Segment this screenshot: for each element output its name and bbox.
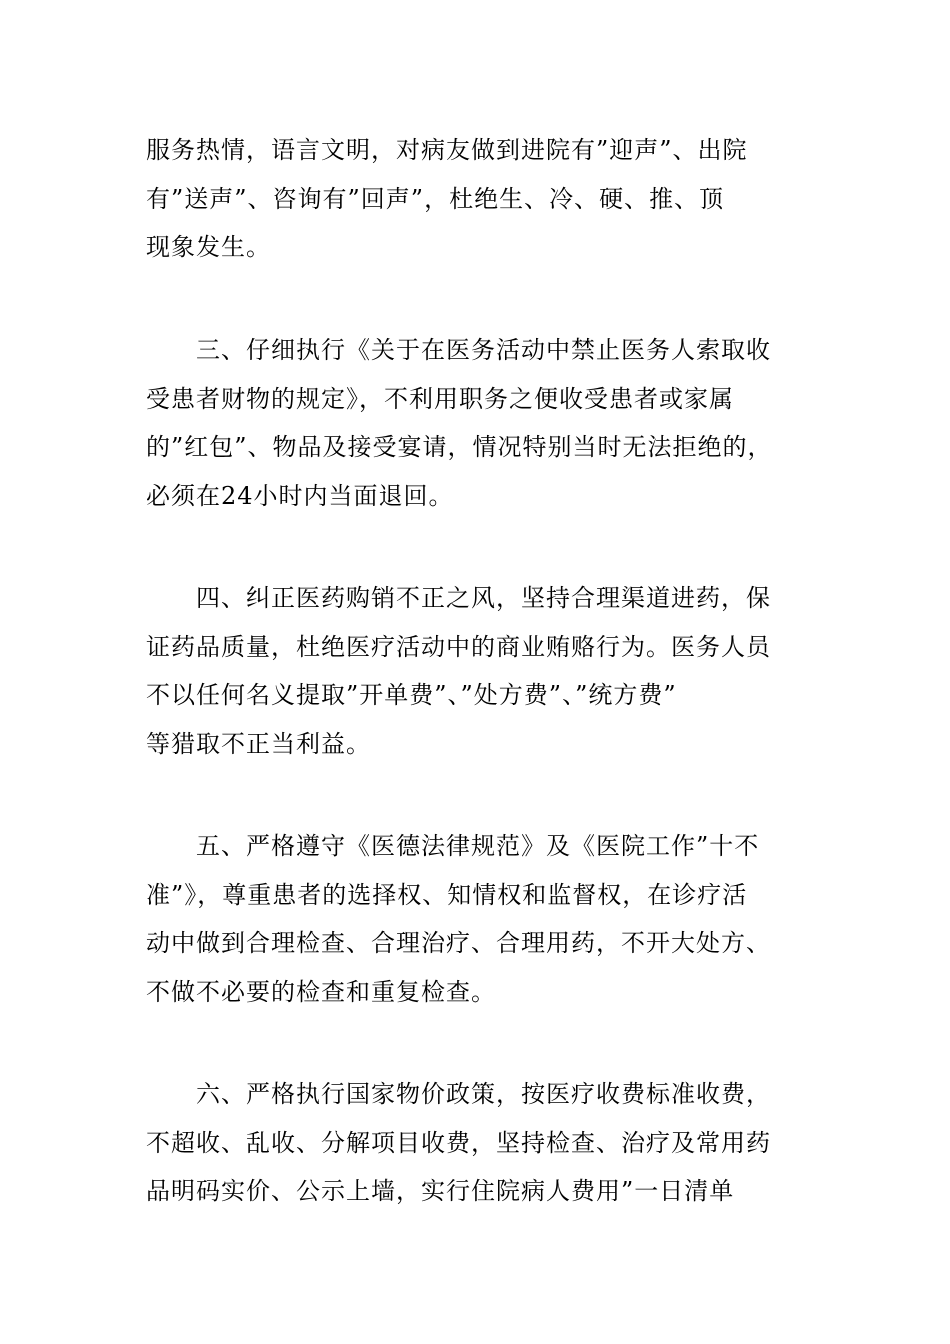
paragraph-continuation: 服务热情，语言文明，对病友做到进院有”迎声”、出院 有”送声”、咨询有”回声”，杜绝生、冷、硬、推、顶 现象发生。: [146, 136, 748, 261]
paragraph-item-5: 五、严格遵守《医德法律规范》及《医院工作”十不 准”》，尊重患者的选择权、知情权和监督权，在诊疗活 动中做到合理检查、合理治疗、合理用药，不开大处方、 不做不必要的检查和重复检查。: [146, 832, 771, 1006]
paragraph-item-3: 三、仔细执行《关于在医务活动中禁止医务人索取收 受患者财物的规定》，不利用职务之便收受患者或家属 的”红包”、物品及接受宴请，情况特别当时无法拒绝的， 必须在24小时内当面退回。: [146, 336, 773, 510]
paragraph-item-6: 六、严格执行国家物价政策，按医疗收费标准收费， 不超收、乱收、分解项目收费，坚持检查、治疗及常用药 品明码实价、公示上墙，实行住院病人费用”一日清单: [146, 1080, 771, 1205]
paragraph-item-4: 四、纠正医药购销不正之风，坚持合理渠道进药，保 证药品质量，杜绝医疗活动中的商业贿赂行为。医务人员 不以任何名义提取”开单费”、”处方费”、”统方费” 等猎取不正当利益。: [146, 584, 771, 758]
